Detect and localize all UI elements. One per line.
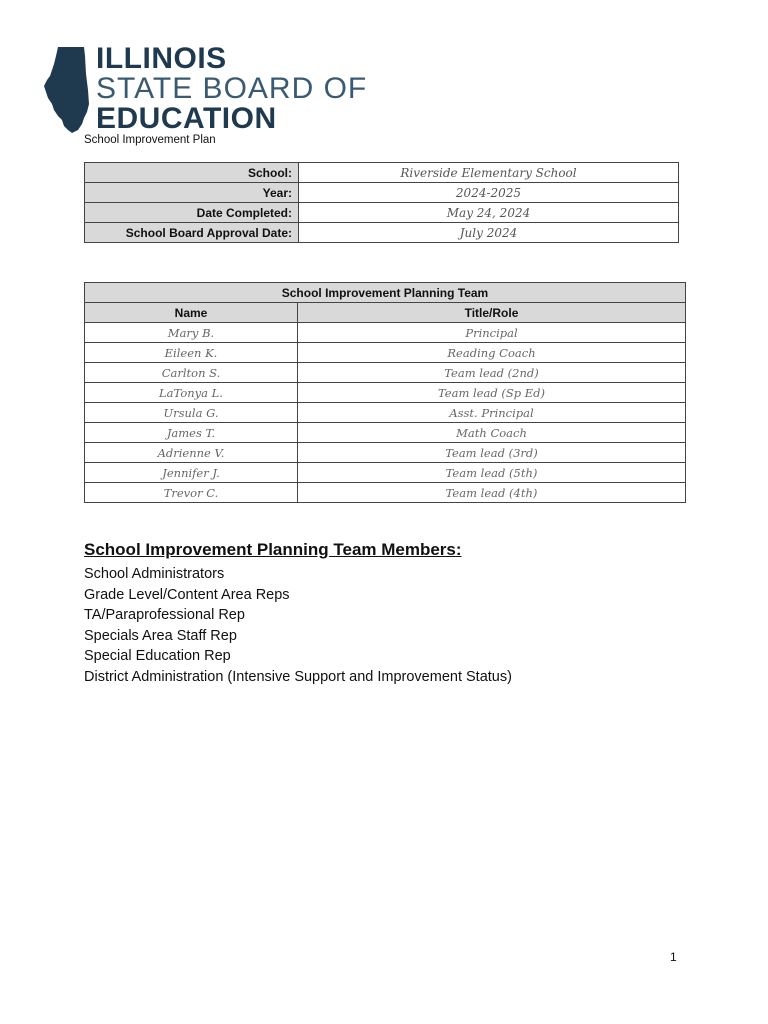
member-role: Team lead (3rd) xyxy=(298,443,686,463)
document-subtitle: School Improvement Plan xyxy=(84,134,216,146)
info-value: Riverside Elementary School xyxy=(299,163,679,183)
member-name: Mary B. xyxy=(85,323,298,343)
column-header-role: Title/Role xyxy=(298,303,686,323)
member-role: Team lead (2nd) xyxy=(298,363,686,383)
list-item: Grade Level/Content Area Reps xyxy=(84,586,290,603)
member-role: Team lead (5th) xyxy=(298,463,686,483)
info-label: Date Completed: xyxy=(85,203,299,223)
table-row xyxy=(85,203,679,223)
info-value: May 24, 2024 xyxy=(299,203,679,223)
table-row xyxy=(85,483,686,503)
table-row xyxy=(85,403,686,423)
member-name: Trevor C. xyxy=(85,483,298,503)
logo-line-1: ILLINOIS xyxy=(96,42,227,75)
member-role: Team lead (Sp Ed) xyxy=(298,383,686,403)
isbe-logo xyxy=(44,42,368,138)
page-number: 1 xyxy=(670,950,677,964)
team-table-title: School Improvement Planning Team xyxy=(85,283,686,303)
table-row xyxy=(85,343,686,363)
logo-line-2: STATE BOARD OF xyxy=(96,72,368,105)
member-name: Ursula G. xyxy=(85,403,298,423)
member-list xyxy=(84,564,512,687)
table-title-row xyxy=(85,283,686,303)
member-role: Math Coach xyxy=(298,423,686,443)
table-row xyxy=(85,183,679,203)
member-name: Adrienne V. xyxy=(85,443,298,463)
column-header-name: Name xyxy=(85,303,298,323)
table-row xyxy=(85,383,686,403)
table-row xyxy=(85,463,686,483)
section-heading-text: School Improvement Planning Team Members xyxy=(84,540,456,559)
member-name: Jennifer J. xyxy=(85,463,298,483)
member-role: Principal xyxy=(298,323,686,343)
list-item: Special Education Rep xyxy=(84,648,231,664)
info-label: School: xyxy=(85,163,299,183)
member-name: Carlton S. xyxy=(85,363,298,383)
info-label: School Board Approval Date: xyxy=(85,223,299,243)
illinois-state-icon xyxy=(44,46,90,134)
member-name: James T. xyxy=(85,423,298,443)
info-label: Year: xyxy=(85,183,299,203)
list-item: School Administrators xyxy=(84,566,225,582)
table-row xyxy=(85,363,686,383)
logo-line-3: EDUCATION xyxy=(96,102,277,135)
table-row xyxy=(85,443,686,463)
list-item: District Administration (Intensive Support and Improvement Status) xyxy=(84,668,512,685)
info-value: 2024-2025 xyxy=(299,183,679,203)
table-row xyxy=(85,163,679,183)
table-row xyxy=(85,323,686,343)
table-header-row xyxy=(85,303,686,323)
table-row xyxy=(85,223,679,243)
member-role: Asst. Principal xyxy=(298,403,686,423)
info-value: July 2024 xyxy=(299,223,679,243)
list-item: TA/Paraprofessional Rep xyxy=(84,607,245,623)
member-role: Team lead (4th) xyxy=(298,483,686,503)
list-item: Specials Area Staff Rep xyxy=(84,627,237,644)
team-members-section xyxy=(84,540,512,687)
section-heading-colon: : xyxy=(455,540,462,559)
school-info-table xyxy=(84,162,679,243)
member-name: LaTonya L. xyxy=(85,383,298,403)
member-name: Eileen K. xyxy=(85,343,298,363)
member-role: Reading Coach xyxy=(298,343,686,363)
section-heading xyxy=(84,540,512,560)
planning-team-table xyxy=(84,282,686,503)
table-row xyxy=(85,423,686,443)
